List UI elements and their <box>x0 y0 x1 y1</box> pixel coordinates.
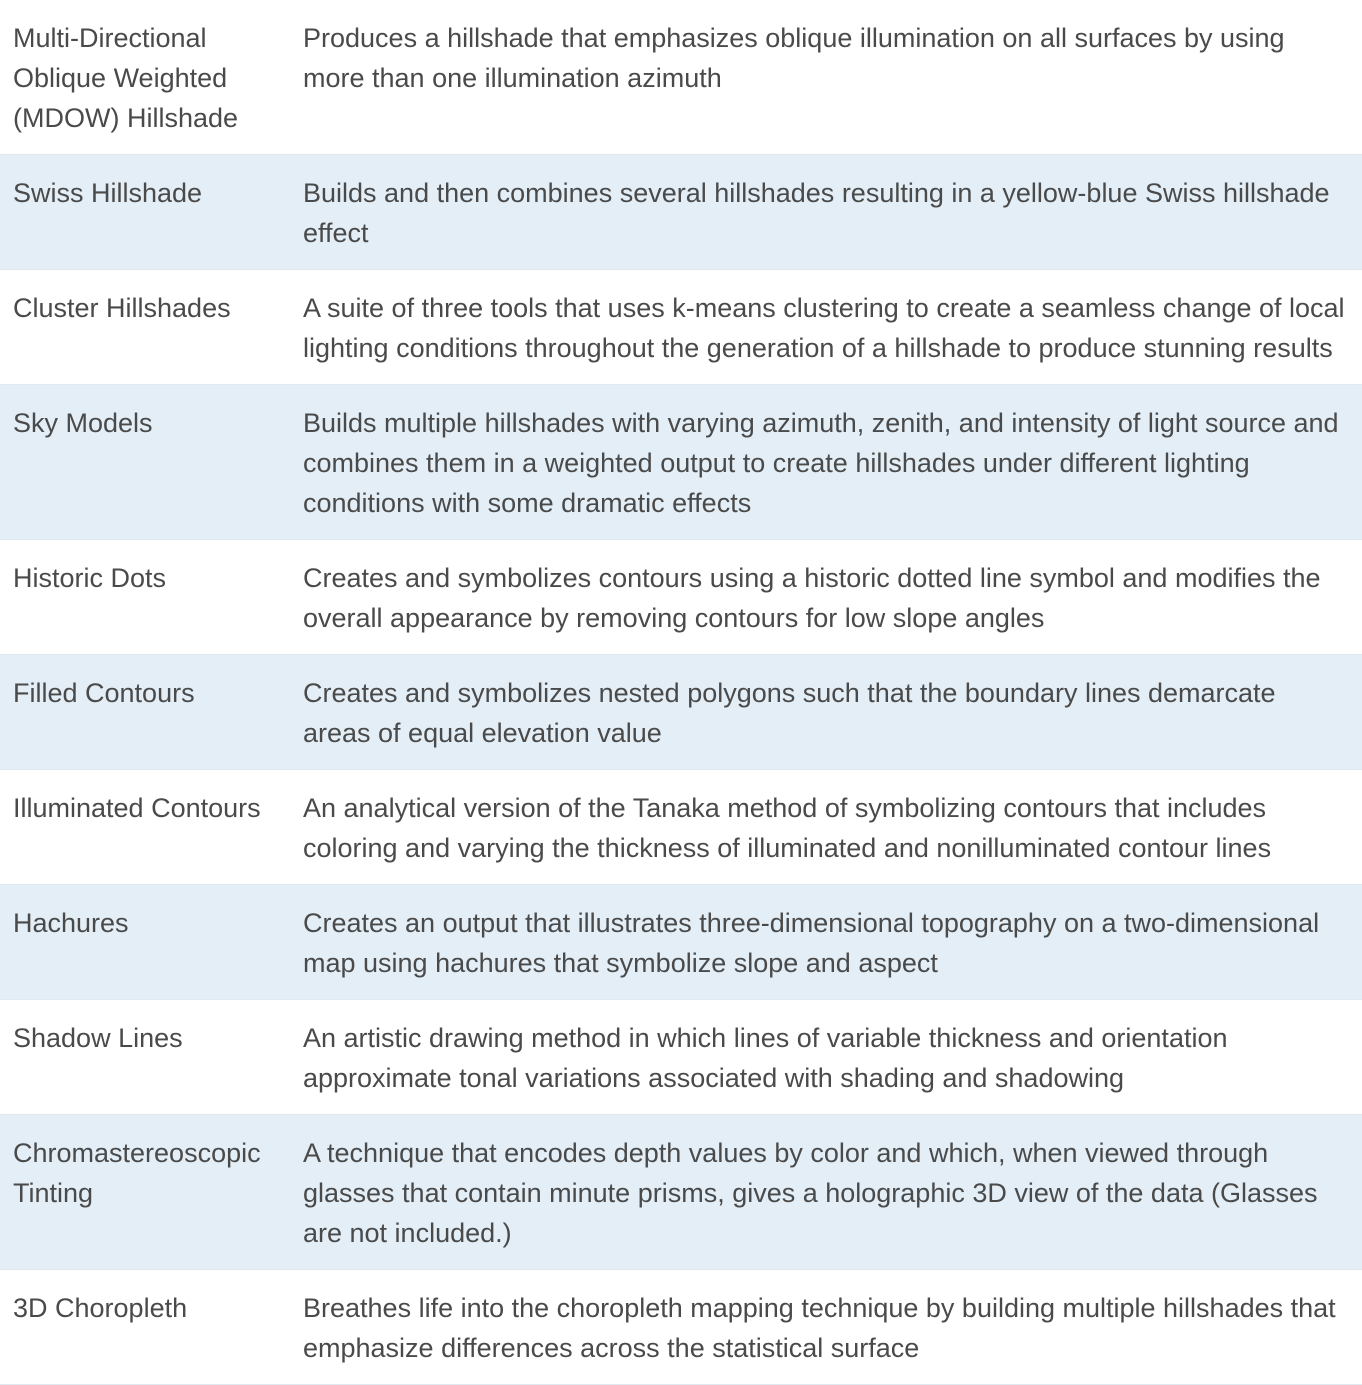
table-row-cluster-hillshades <box>0 270 1362 385</box>
tool-name: Chromastereoscopic Tinting <box>13 1138 261 1208</box>
tool-description: Builds multiple hillshades with varying azimuth, zenith, and intensity of light source and combines them in a weighted output to create hillshades under different lighting conditions with some dramatic effects <box>303 408 1339 518</box>
table-row-chromastereoscopic-tinting <box>0 1115 1362 1270</box>
tool-description: An artistic drawing method in which lines of variable thickness and orientation approximate tonal variations associated with shading and shadowing <box>303 1023 1228 1093</box>
table-row-hachures <box>0 885 1362 1000</box>
table-row-mdow-hillshade <box>0 0 1362 155</box>
tool-name: Swiss Hillshade <box>13 178 203 208</box>
table-row-historic-dots <box>0 540 1362 655</box>
tool-name: Historic Dots <box>13 563 167 593</box>
tool-description: Creates and symbolizes contours using a historic dotted line symbol and modifies the overall appearance by removing contours for low slope angles <box>303 563 1321 633</box>
table-row-filled-contours <box>0 655 1362 770</box>
tool-name: Multi-Directional Oblique Weighted (MDOW) Hillshade <box>13 23 239 133</box>
tool-description: Builds and then combines several hillshades resulting in a yellow-blue Swiss hillshade effect <box>303 178 1330 248</box>
tool-description: A suite of three tools that uses k-means clustering to create a seamless change of local lighting conditions throughout the generation of a hillshade to produce stunning results <box>303 293 1345 363</box>
tool-description: Breathes life into the choropleth mapping technique by building multiple hillshades that emphasize differences across the statistical surface <box>303 1293 1336 1363</box>
tool-name: Sky Models <box>13 408 153 438</box>
tool-description: Creates and symbolizes nested polygons such that the boundary lines demarcate areas of equal elevation value <box>303 678 1276 748</box>
tool-description: Creates an output that illustrates three-dimensional topography on a two-dimensional map using hachures that symbolize slope and aspect <box>303 908 1320 978</box>
tool-description: An analytical version of the Tanaka method of symbolizing contours that includes coloring and varying the thickness of illuminated and nonilluminated contour lines <box>303 793 1272 863</box>
tool-name: 3D Choropleth <box>13 1293 188 1323</box>
table-row-shadow-lines <box>0 1000 1362 1115</box>
tool-name: Filled Contours <box>13 678 195 708</box>
tool-description: A technique that encodes depth values by color and which, when viewed through glasses that contain minute prisms, gives a holographic 3D view of the data (Glasses are not included.) <box>303 1138 1318 1248</box>
table-row-swiss-hillshade <box>0 155 1362 270</box>
table-row-illuminated-contours <box>0 770 1362 885</box>
tool-name: Cluster Hillshades <box>13 293 231 323</box>
tool-name: Illuminated Contours <box>13 793 261 823</box>
tool-description: Produces a hillshade that emphasizes oblique illumination on all surfaces by using more than one illumination azimuth <box>303 23 1285 93</box>
table-row-sky-models <box>0 385 1362 540</box>
tool-name: Hachures <box>13 908 129 938</box>
tool-name: Shadow Lines <box>13 1023 183 1053</box>
table-row-3d-choropleth <box>0 1270 1362 1385</box>
